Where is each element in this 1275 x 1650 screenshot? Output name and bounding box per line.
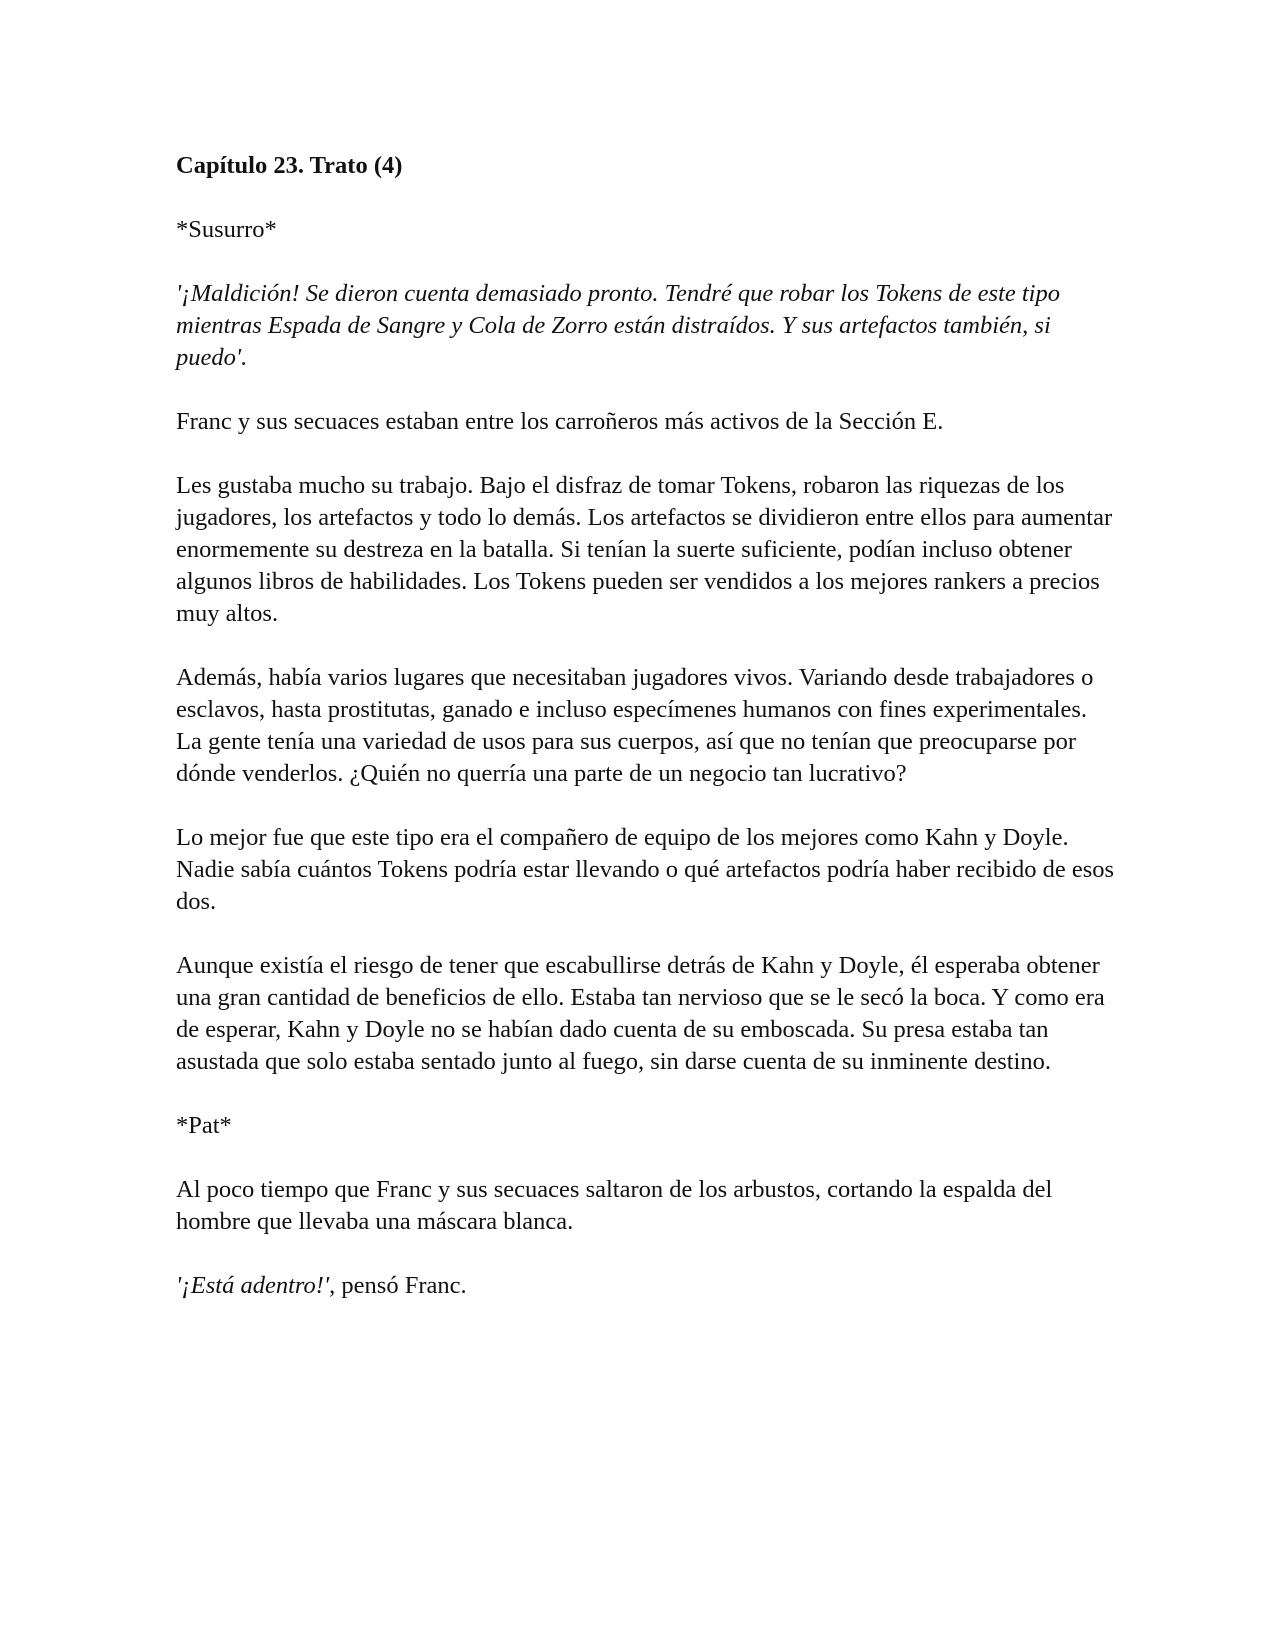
closing-line xyxy=(176,1270,1116,1302)
paragraph-1: Franc y sus secuaces estaban entre los carroñeros más activos de la Sección E. xyxy=(176,408,944,435)
paragraph-6: Al poco tiempo que Franc y sus secuaces saltaron de los arbustos, cortando la espalda del hombre que llevaba una máscara blanca. xyxy=(176,1176,1053,1235)
thought-inline: '¡Está adentro!' xyxy=(176,1272,330,1299)
paragraph-5: Aunque existía el riesgo de tener que escabullirse detrás de Kahn y Doyle, él esperaba obtener una gran cantidad de beneficios de ello. Estaba tan nervioso que se le secó la boca. Y como era de esperar, Kahn y Doyle no se habían dado cuenta de su emboscada. Su presa estaba tan asustada que solo estaba sentado junto al fuego, sin darse cuenta de su inminente destino. xyxy=(176,952,1105,1075)
paragraph-2: Les gustaba mucho su trabajo. Bajo el disfraz de tomar Tokens, robaron las riquezas de los jugadores, los artefactos y todo lo demás. Los artefactos se dividieron entre ellos para aumentar enormemente su destreza en la batalla. Si tenían la suerte suficiente, podían incluso obtener algunos libros de habilidades. Los Tokens pueden ser vendidos a los mejores rankers a precios muy altos. xyxy=(176,472,1113,627)
chapter-title: Capítulo 23. Trato (4) xyxy=(176,152,403,179)
paragraph-4: Lo mejor fue que este tipo era el compañero de equipo de los mejores como Kahn y Doyle. Nadie sabía cuántos Tokens podría estar llevando o qué artefactos podría haber recibido de esos dos. xyxy=(176,824,1115,915)
closing-line-tail: , pensó Franc. xyxy=(329,1272,467,1299)
paragraph-3: Además, había varios lugares que necesitaban jugadores vivos. Variando desde trabajadores o esclavos, hasta prostitutas, ganado e incluso especímenes humanos con fines experimentales. La gente tenía una variedad de usos para sus cuerpos, así que no tenían que preocuparse por dónde venderlos. ¿Quién no querría una parte de un negocio tan lucrativo? xyxy=(176,664,1094,787)
thought-paragraph: '¡Maldición! Se dieron cuenta demasiado pronto. Tendré que robar los Tokens de este tipo mientras Espada de Sangre y Cola de Zorro están distraídos. Y sus artefactos también, si puedo'. xyxy=(176,280,1060,371)
document-body xyxy=(176,150,1116,1334)
sound-effect-pat: *Pat* xyxy=(176,1112,232,1139)
sound-effect-susurro: *Susurro* xyxy=(176,216,277,243)
